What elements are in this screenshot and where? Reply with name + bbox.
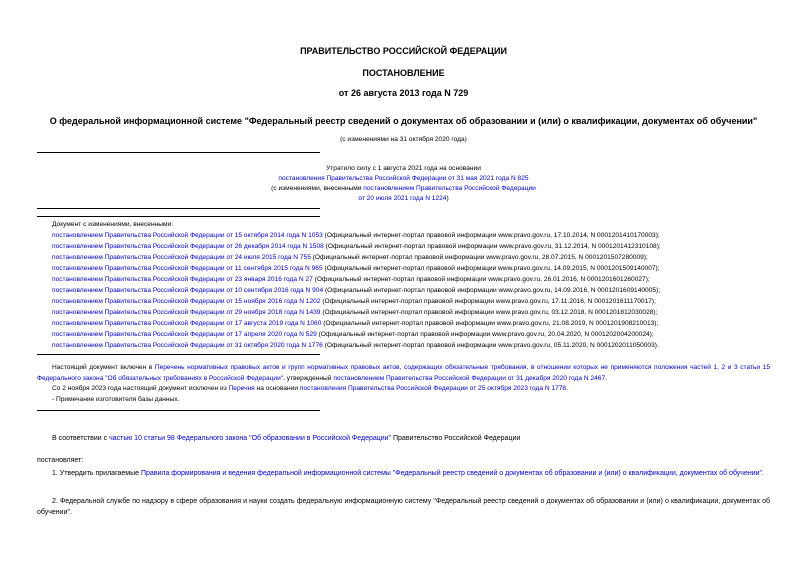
amending-date-link[interactable]: от 20 июля 2021 года N 1224	[358, 195, 447, 202]
change-description: (Официальный интернет-портал правовой информации www.pravo.gov.ru, 26.01.2016, N 0001201601260027);	[312, 276, 650, 283]
list-link[interactable]: Перечень нормативных правовых актов и групп нормативных правовых актов, содержащих обязательные требования, в отношении которых не применяются положения частей 1, 2 и 3 статьи 15 Федерального закона "Об обязательных требованиях в Российской Федерации"	[37, 364, 770, 382]
preamble-text: В соответствии с	[52, 435, 110, 442]
note-text: .	[605, 375, 607, 382]
expired-line: Утратило силу с 1 августа 2021 года на основании	[326, 165, 481, 172]
document-title: О федеральной информационной системе "Федеральный реестр сведений о документах об образовании и (или) о квалификации, документах об обучении"	[49, 116, 758, 126]
note-text: , утвержденный	[283, 375, 334, 382]
resolves: постановляет:	[37, 457, 84, 464]
change-item	[52, 286, 660, 296]
list-short-link[interactable]: Перечня	[228, 385, 255, 392]
change-description: (Официальный интернет-портал правовой информации www.pravo.gov.ru, 05.11.2020, N 0001202011050003).	[322, 342, 659, 349]
note-text: Настоящий документ включен в	[52, 364, 155, 371]
change-description: (Официальный интернет-портал правовой информации www.pravo.gov.ru, 21.08.2019, N 0001201908210013);	[321, 320, 659, 327]
decree-2467-link[interactable]: постановлением Правительства Российской Федерации от 31 декабря 2020 года N 2467	[333, 375, 606, 382]
change-description: (Официальный интернет-портал правовой информации www.pravo.gov.ru, 14.09.2016, N 0001201609140005);	[323, 287, 661, 294]
change-link[interactable]: постановлением Правительства Российской Федерации от 11 сентября 2015 года N 965	[52, 265, 323, 272]
note-paragraph	[37, 362, 770, 384]
change-item	[52, 231, 660, 241]
changes-intro: Документ с изменениями, внесенными:	[52, 221, 174, 228]
change-link[interactable]: постановлением Правительства Российской Федерации от 17 августа 2019 года N 1060	[52, 320, 322, 327]
item-2	[37, 496, 770, 518]
change-item	[52, 330, 654, 340]
change-link[interactable]: постановлением Правительства Российской Федерации от 29 ноября 2018 года N 1439	[52, 309, 321, 316]
decree-1778-link[interactable]: постановления Правительства Российской Федерации от 25 октября 2023 года N 1778	[299, 385, 567, 392]
note-text: Со 2 ноября 2023 года настоящий документ исключен из	[52, 385, 229, 392]
change-item	[52, 275, 650, 285]
note-paragraph-2	[52, 384, 568, 394]
preamble-text: Правительство Российской Федерации	[391, 435, 521, 442]
change-link[interactable]: постановлением Правительства Российской Федерации от 31 октября 2020 года N 1776	[52, 342, 323, 349]
expired-link[interactable]: постановления Правительства Российской Федерации от 31 мая 2021 года N 825	[278, 175, 529, 182]
change-description: (Официальный интернет-портал правовой информации www.pravo.gov.ru, 31.12.2014, N 0001201412310108);	[323, 243, 661, 250]
document-date: от 26 августа 2013 года N 729	[338, 88, 469, 98]
item-1-text: .	[762, 470, 764, 477]
expired-text-end: )	[446, 195, 449, 202]
item-1-text: 1. Утвердить прилагаемые	[52, 470, 141, 477]
change-item	[52, 297, 656, 307]
change-item	[52, 308, 657, 318]
change-item	[52, 253, 648, 263]
change-description: (Официальный интернет-портал правовой информации www.pravo.gov.ru, 28.07.2015, N 0001201507280009);	[310, 254, 648, 261]
divider	[37, 410, 320, 411]
change-link[interactable]: постановлением Правительства Российской Федерации от 26 декабря 2014 года N 1508	[52, 243, 324, 250]
change-item	[52, 319, 658, 329]
change-description: (Официальный интернет-портал правовой информации www.pravo.gov.ru, 17.11.2016, N 0001201611170017);	[320, 298, 656, 305]
expired-text: (с изменениями, внесенными	[271, 185, 364, 192]
amending-link[interactable]: постановлением Правительства Российской Федерации	[363, 185, 536, 192]
change-item	[52, 341, 659, 351]
change-item	[52, 242, 661, 252]
divider	[37, 152, 320, 153]
change-link[interactable]: постановлением Правительства Российской Федерации от 15 октября 2014 года N 1053	[52, 232, 323, 239]
change-description: (Официальный интернет-портал правовой информации www.pravo.gov.ru, 17.10.2014, N 0001201410170003);	[322, 232, 660, 239]
federal-law-link[interactable]: частью 10 статьи 98 Федерального закона "Об образовании в Российской Федерации"	[109, 435, 392, 442]
change-description: (Официальный интернет-портал правовой информации www.pravo.gov.ru, 03.12.2018, N 0001201812030028);	[320, 309, 658, 316]
rules-link[interactable]: Правила формирования и ведения федеральной информационной системы "Федеральный реестр сведений о документах об образовании и (или) о квалификации, документах об обучении"	[140, 470, 763, 477]
expired-notice	[0, 164, 807, 204]
change-link[interactable]: постановлением Правительства Российской Федерации от 10 сентября 2016 года N 904	[52, 287, 324, 294]
item-1	[37, 468, 770, 479]
change-description: (Официальный интернет-портал правовой информации www.pravo.gov.ru, 20.04.2020, N 0001202004200024);	[316, 331, 654, 338]
change-item	[52, 264, 660, 274]
change-link[interactable]: постановлением Правительства Российской Федерации от 24 июля 2015 года N 755	[52, 254, 311, 261]
divider	[37, 208, 320, 209]
change-link[interactable]: постановлением Правительства Российской Федерации от 17 апреля 2020 года N 529	[52, 331, 317, 338]
divider	[37, 354, 320, 355]
document-type: ПОСТАНОВЛЕНИЕ	[362, 68, 445, 78]
amendment-note: (с изменениями на 31 октября 2020 года)	[340, 136, 467, 143]
note-text: на основании	[254, 385, 300, 392]
change-description: (Официальный интернет-портал правовой информации www.pravo.gov.ru, 14.09.2015, N 0001201509140007);	[322, 265, 660, 272]
note-text: .	[566, 385, 568, 392]
divider	[37, 216, 320, 217]
preamble	[52, 434, 520, 444]
change-link[interactable]: постановлением Правительства Российской Федерации от 15 ноября 2016 года N 1202	[52, 298, 321, 305]
change-link[interactable]: постановлением Правительства Российской Федерации от 23 января 2016 года N 27	[52, 276, 313, 283]
item-2-text: 2. Федеральной службе по надзору в сфере образования и науки создать федеральную информационную систему "Федеральный реестр сведений о документах об образовании и (или) о квалификации, документах об обучении".	[37, 498, 770, 516]
db-note: - Примечание изготовителя базы данных.	[52, 396, 180, 403]
government-heading: ПРАВИТЕЛЬСТВО РОССИЙСКОЙ ФЕДЕРАЦИИ	[300, 46, 507, 56]
